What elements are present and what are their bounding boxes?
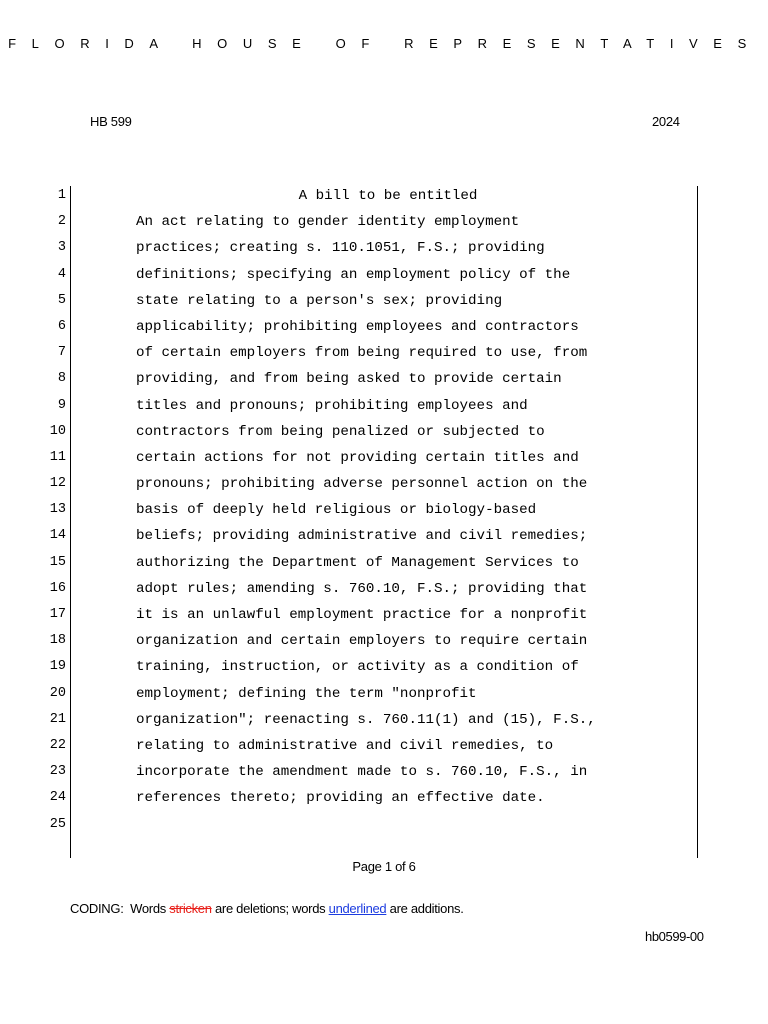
bill-line (0, 445, 768, 471)
bill-line (0, 576, 768, 602)
bill-line (0, 628, 768, 654)
line-text: training, instruction, or activity as a condition of (136, 659, 579, 676)
line-number: 22 (49, 737, 66, 753)
line-text: applicability; prohibiting employees and contractors (136, 318, 579, 335)
bill-line (0, 419, 768, 445)
line-text: providing, and from being asked to provide certain (136, 371, 562, 388)
line-text: basis of deeply held religious or biology-based (136, 502, 537, 519)
bill-line (0, 497, 768, 523)
bill-number: HB 599 (90, 114, 132, 129)
line-number: 3 (57, 240, 66, 256)
line-text: beliefs; providing administrative and civil remedies; (136, 528, 588, 545)
bill-line (0, 235, 768, 261)
line-text: organization and certain employers to require certain (136, 633, 588, 650)
line-number: 18 (49, 633, 66, 649)
bill-line (0, 550, 768, 576)
bill-line (0, 785, 768, 811)
bill-line (0, 366, 768, 392)
bill-line (0, 314, 768, 340)
line-number: 6 (57, 318, 66, 334)
page-indicator: Page 1 of 6 (352, 859, 416, 874)
line-number: 17 (49, 607, 66, 622)
bill-line (0, 681, 768, 707)
line-number: 20 (49, 685, 66, 701)
line-text: state relating to a person's sex; providing (136, 292, 503, 309)
line-number: 16 (49, 580, 66, 596)
bill-line (0, 523, 768, 549)
line-number: 2 (57, 214, 66, 230)
line-text: it is an unlawful employment practice for a nonprofit (136, 607, 588, 623)
bill-text-body (0, 183, 768, 838)
line-number: 15 (49, 554, 66, 570)
coding-prefix: CODING: Words (70, 901, 170, 916)
line-text: practices; creating s. 110.1051, F.S.; providing (136, 240, 545, 257)
bill-line (0, 707, 768, 733)
bill-heading: A bill to be entitled (298, 188, 478, 204)
coding-legend (70, 901, 464, 916)
line-number: 23 (49, 764, 66, 780)
bill-line (0, 340, 768, 366)
coding-stricken-word: stricken (169, 901, 212, 916)
bill-line (0, 393, 768, 419)
line-number: 1 (57, 188, 66, 203)
bill-year: 2024 (652, 114, 680, 129)
bill-line (0, 471, 768, 497)
bill-line (0, 733, 768, 759)
bill-line (0, 812, 768, 838)
line-number: 12 (49, 476, 66, 492)
bill-line (0, 654, 768, 680)
bill-line (0, 602, 768, 628)
line-number: 10 (49, 423, 66, 439)
bill-line (0, 288, 768, 314)
line-text: employment; defining the term "nonprofit (136, 685, 477, 702)
line-number: 8 (57, 371, 66, 387)
line-text: adopt rules; amending s. 760.10, F.S.; providing that (136, 580, 588, 597)
line-text: organization"; reenacting s. 760.11(1) and (15), F.S., (136, 711, 596, 728)
line-number: 7 (57, 345, 66, 361)
line-number: 4 (57, 266, 66, 282)
line-text: relating to administrative and civil remedies, to (136, 737, 554, 754)
bill-line (0, 209, 768, 235)
line-number: 9 (57, 397, 66, 413)
line-text: of certain employers from being required to use, from (136, 345, 588, 362)
line-number: 13 (49, 502, 66, 518)
bill-line (0, 262, 768, 288)
line-text: certain actions for not providing certain titles and (136, 449, 579, 466)
page-header-title: FLORIDA HOUSE OF REPRESENTATIVES (8, 36, 762, 51)
coding-underlined-word: underlined (328, 901, 387, 916)
coding-suffix: are additions. (386, 901, 464, 916)
line-text: contractors from being penalized or subjected to (136, 423, 545, 440)
line-text: pronouns; prohibiting adverse personnel action on the (136, 476, 588, 493)
line-number: 5 (57, 292, 66, 308)
line-text: incorporate the amendment made to s. 760.10, F.S., in (136, 764, 588, 781)
bill-line (0, 759, 768, 785)
line-text: definitions; specifying an employment policy of the (136, 266, 571, 283)
line-number: 14 (49, 528, 66, 544)
coding-middle: are deletions; words (211, 901, 329, 916)
line-number: 24 (49, 790, 66, 806)
line-number: 21 (49, 711, 66, 727)
document-code: hb0599-00 (645, 929, 704, 944)
line-text: authorizing the Department of Management Services to (136, 554, 579, 571)
line-text: references thereto; providing an effective date. (136, 790, 545, 807)
line-text: titles and pronouns; prohibiting employees and (136, 397, 528, 414)
bill-line (0, 183, 768, 209)
line-number: 11 (49, 449, 66, 465)
line-text: An act relating to gender identity employment (136, 214, 520, 231)
line-number: 19 (49, 659, 66, 675)
line-number: 25 (49, 816, 66, 832)
